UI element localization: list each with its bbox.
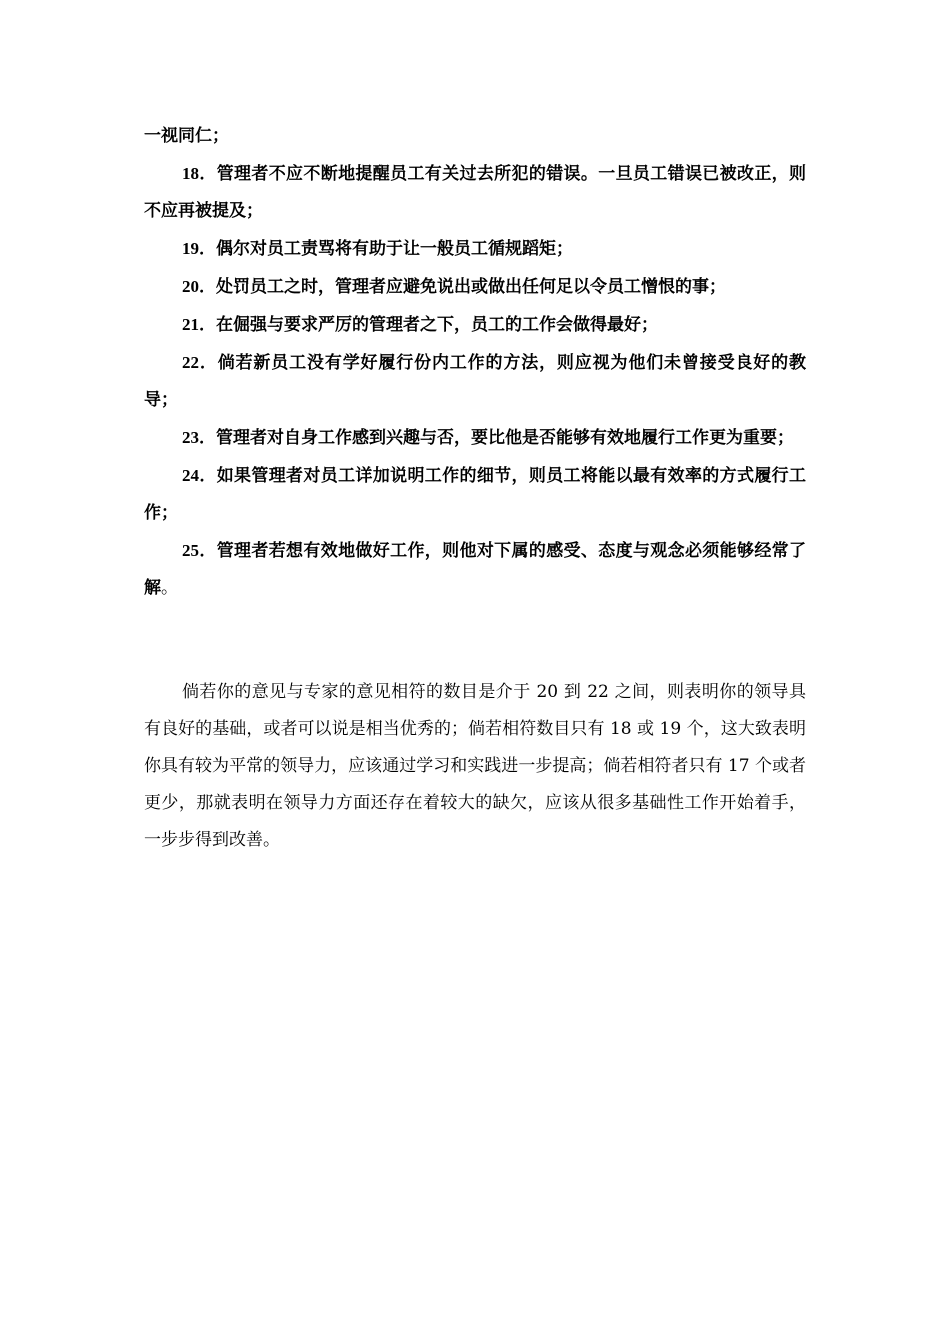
- item-text: 偶尔对员工责骂将有助于让一般员工循规蹈矩；: [216, 239, 573, 259]
- item-text: 管理者对自身工作感到兴趣与否，要比他是否能够有效地履行工作更为重要；: [216, 428, 794, 448]
- item-text: 一视同仁；: [144, 126, 229, 146]
- list-item: [144, 155, 806, 230]
- summary-paragraph: 倘若你的意见与专家的意见相符的数目是介于 20 到 22 之间，则表明你的领导具有良好的基础，或者可以说是相当优秀的；倘若相符数目只有 18 或 19 个，这大致表明你具有较为平常的领导力，应该通过学习和实践进一步提高；倘若相符者只有 17 个或者更少，那就表明在领导力方面还存在着较大的缺欠，应该从很多基础性工作开始着手，一步步得到改善。: [144, 682, 806, 850]
- item-text: 处罚员工之时，管理者应避免说出或做出任何足以令员工憎恨的事；: [216, 277, 726, 297]
- item-number: 22．: [182, 353, 218, 372]
- list-item: [144, 268, 806, 306]
- list-item: [144, 230, 806, 268]
- item-number: 24．: [182, 466, 217, 485]
- item-end-punct: 。: [161, 578, 178, 598]
- item-text: 管理者不应不断地提醒员工有关过去所犯的错误。一旦员工错误已被改正，则不应再被提及；: [144, 164, 807, 221]
- list-item: [144, 306, 806, 344]
- list-item: [144, 532, 806, 607]
- statement-list: [144, 118, 806, 607]
- list-item: [144, 344, 806, 419]
- item-number: 21．: [182, 315, 216, 334]
- item-text: 倘若新员工没有学好履行份内工作的方法，则应视为他们未曾接受良好的教导；: [144, 353, 807, 410]
- document-page: [144, 118, 806, 876]
- list-item: [144, 457, 806, 532]
- list-item: [144, 419, 806, 457]
- item-number: 18．: [182, 164, 217, 183]
- item-number: 20．: [182, 277, 216, 296]
- item-text: 如果管理者对员工详加说明工作的细节，则员工将能以最有效率的方式履行工作；: [144, 466, 807, 523]
- item-number: 25．: [182, 541, 217, 560]
- item-number: 19．: [182, 239, 216, 258]
- item-text: 管理者若想有效地做好工作，则他对下属的感受、态度与观念必须能够经常了解: [144, 541, 807, 598]
- item-text: 在倔强与要求严厉的管理者之下，员工的工作会做得最好；: [216, 315, 658, 335]
- list-item: [144, 118, 806, 155]
- item-number: 23．: [182, 428, 216, 447]
